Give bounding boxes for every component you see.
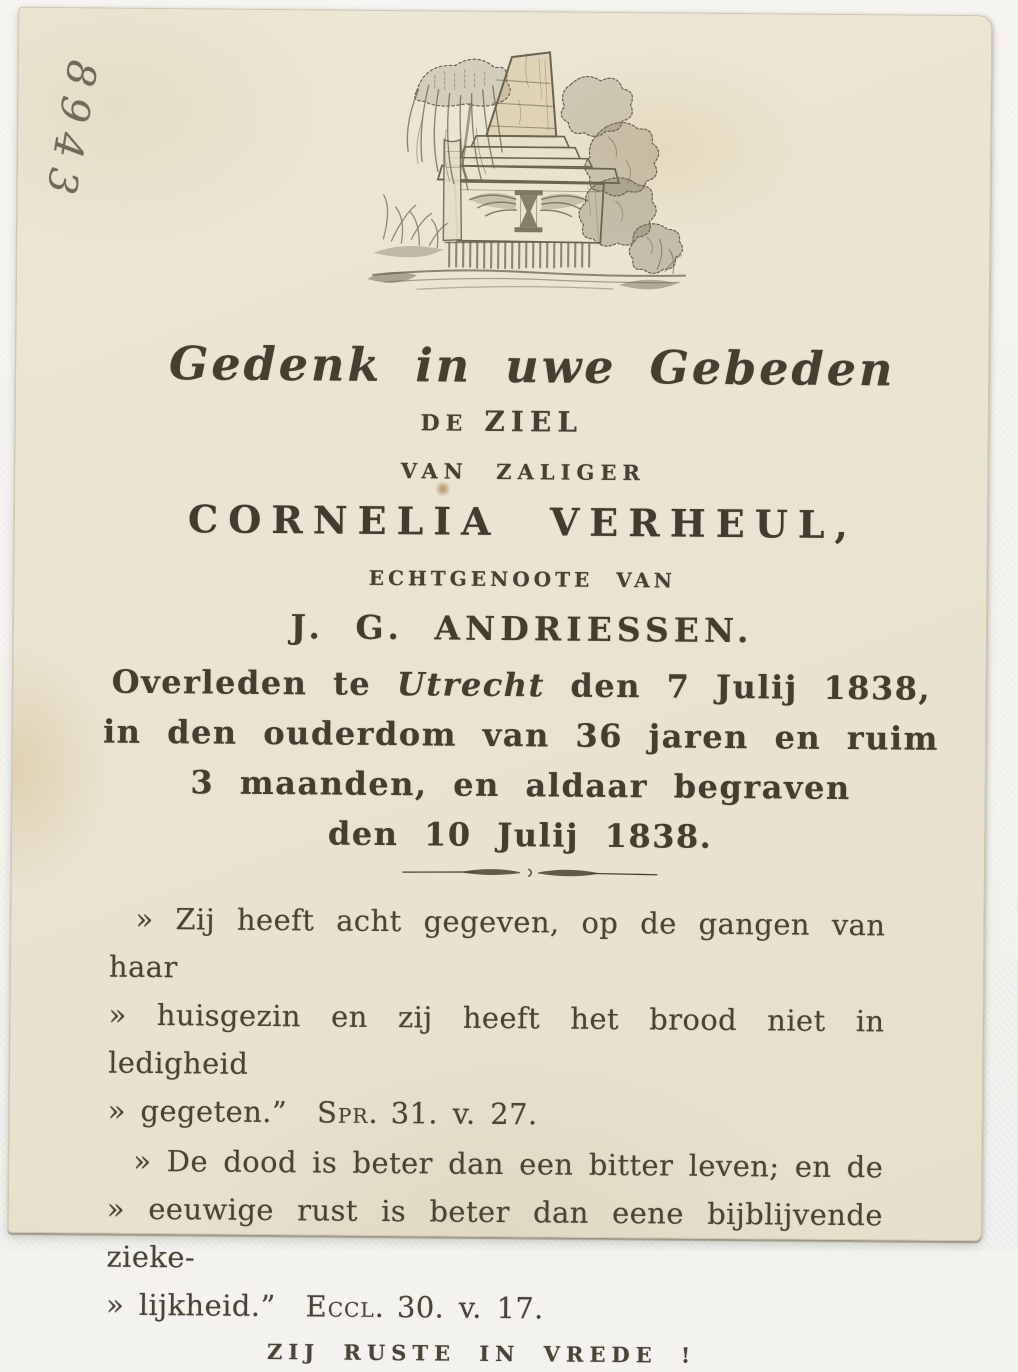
inventory-number-handwritten: 8943 bbox=[35, 56, 105, 209]
ornamental-rule-icon bbox=[400, 863, 660, 881]
card-title: Gedenk in uwe Gebeden bbox=[168, 336, 896, 397]
scripture-reference: Eccl. 30. v. 17. bbox=[305, 1289, 544, 1326]
quote-line: » gegeten.” Spr. 31. v. 27. bbox=[107, 1093, 538, 1132]
scripture-quote-ecclesiasticus bbox=[106, 1137, 884, 1336]
soul-line-large: ZIEL bbox=[484, 404, 584, 439]
quote-line: » De dood is beter dan een bitter leven; en de bbox=[133, 1143, 884, 1185]
death-line-4: den 10 Julij 1838. bbox=[327, 814, 713, 856]
ornament-divider bbox=[400, 863, 660, 881]
memorial-card bbox=[8, 7, 993, 1368]
tomb-engraving bbox=[357, 39, 699, 302]
soul-line-small: DE bbox=[420, 410, 469, 437]
death-notice bbox=[34, 656, 1008, 864]
quote-line: » eeuwige rust is beter dan eene bijblijvende zieke- bbox=[106, 1191, 884, 1275]
soul-line bbox=[16, 403, 988, 445]
scripture-reference: Spr. 31. v. 27. bbox=[316, 1095, 538, 1132]
scripture-quote-proverbs bbox=[108, 895, 886, 1142]
death-line-2: in den ouderdom van 36 jaren en ruim bbox=[102, 712, 940, 758]
death-line-1: Overleden te Utrecht den 7 Julij 1838, bbox=[111, 662, 932, 708]
quote-line: » Zij heeft acht gegeven, op de gangen van haar bbox=[108, 901, 886, 985]
van-zaliger-line: VAN ZALIGER bbox=[400, 458, 646, 486]
quote-line: » lijkheid.” Eccl. 30. v. 17. bbox=[105, 1287, 544, 1326]
closing-line: ZIJ RUSTE IN VREDE ! bbox=[266, 1338, 697, 1368]
tomb-monument-willow-icon bbox=[357, 39, 699, 302]
quote-line: » huisgezin en zij heeft het brood niet in ledigheid bbox=[108, 997, 885, 1081]
spouse-label: ECHTGENOOTE VAN bbox=[368, 565, 677, 593]
deceased-name: CORNELIA VERHEUL, bbox=[187, 496, 858, 548]
death-line-3: 3 maanden, en aldaar begraven bbox=[190, 763, 851, 808]
place-name: Utrecht bbox=[396, 665, 545, 705]
spouse-name: J. G. ANDRIESSEN. bbox=[290, 607, 754, 651]
